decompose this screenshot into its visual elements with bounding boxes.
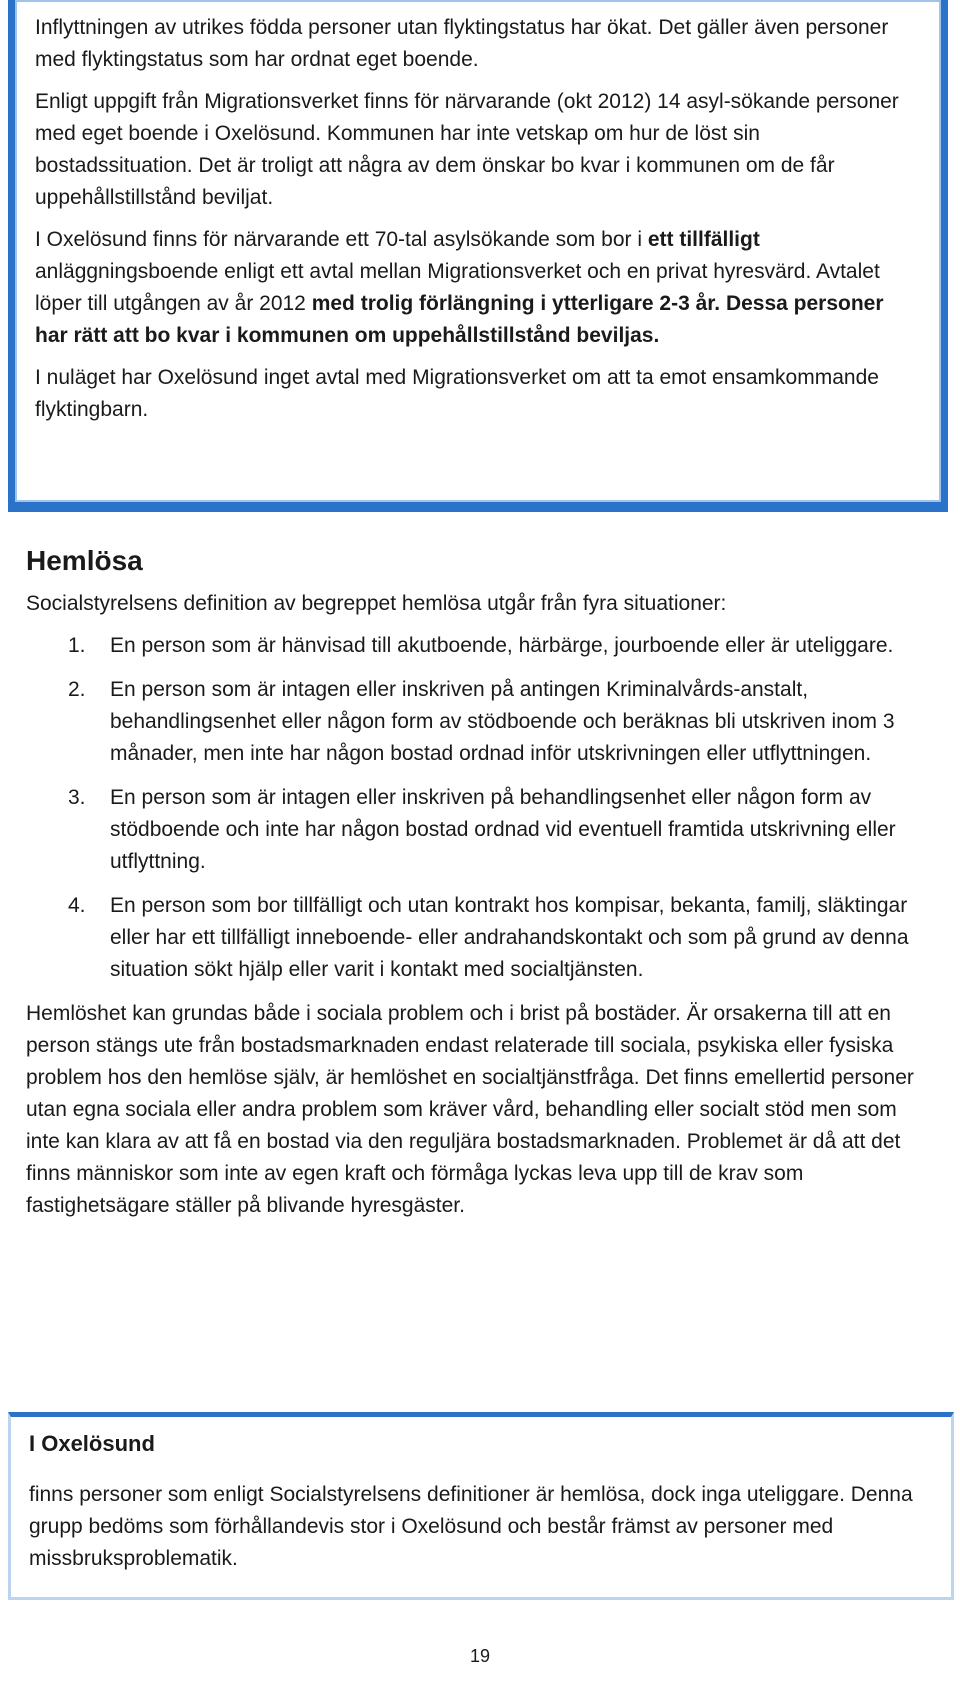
list-item-text: En person som är hänvisad till akutboende, härbärge, jourboende eller är uteliggare. bbox=[110, 634, 894, 657]
situation-list bbox=[26, 630, 936, 986]
info-box-asylum bbox=[8, 0, 948, 512]
list-item-text: En person som är intagen eller inskriven på antingen Kriminalvårds-anstalt, behandlingsenhet eller någon form av stödboende och beräknas bli utskriven inom 3 månader, men inte har någon bostad ordnad inför utskrivningen eller utflyttningen. bbox=[110, 678, 895, 765]
list-item bbox=[26, 674, 936, 770]
paragraph-migration-agency: Enligt uppgift från Migrationsverket finns för närvarande (okt 2012) 14 asyl-sökande personer med eget boende i Oxelösund. Kommunen har inte vetskap om hur de löst sin bostadssituation. Det är troligt att några av dem önskar bo kvar i kommunen om de får uppehållstillstånd beviljat. bbox=[35, 90, 899, 209]
info-box-oxelosund-content bbox=[11, 1417, 951, 1575]
paragraph-homelessness-causes: Hemlöshet kan grundas både i sociala problem och i brist på bostäder. Är orsakerna till att en person stängs ute från bostadsmarknaden endast relaterade till sociala, psykiska eller fysiska problem hos den hemlöse själv, är hemlöshet en socialtjänstfråga. Det finns emellertid personer utan egna sociala eller andra problem som kräver vård, behandling eller socialt stöd men som inte kan klara av att få en bostad via den reguljära bostadsmarknaden. Problemet är då att det finns människor som inte av egen kraft och förmåga lyckas leva upp till de krav som fastighetsägare ställer på blivande hyresgäster. bbox=[26, 1002, 914, 1217]
info-box-content bbox=[15, 0, 941, 426]
list-item-number: 3. bbox=[68, 786, 86, 809]
paragraph-inflow: Inflyttningen av utrikes födda personer utan flyktingstatus har ökat. Det gäller även personer med flyktingstatus som har ordnat eget boende. bbox=[35, 16, 889, 71]
list-item-number: 4. bbox=[68, 894, 86, 917]
list-item-number: 1. bbox=[68, 634, 86, 657]
paragraph-unaccompanied-children: I nuläget har Oxelösund inget avtal med Migrationsverket om att ta emot ensamkommande flyktingbarn. bbox=[35, 366, 879, 421]
box-heading: I Oxelösund bbox=[29, 1431, 155, 1456]
facility-bold-2: med trolig förlängning i ytterligare 2-3 år. Dessa personer har rätt att bo kvar i kommunen om uppehållstillstånd beviljas. bbox=[35, 292, 884, 347]
list-item bbox=[26, 630, 936, 662]
page-number: 19 bbox=[469, 1646, 491, 1666]
list-item-text: En person som är intagen eller inskriven på behandlingsenhet eller någon form av stödboende och inte har någon bostad ordnad vid eventuell framtida utskrivning eller utflyttning. bbox=[110, 786, 896, 873]
facility-bold-1: ett tillfälligt bbox=[647, 228, 760, 251]
main-content bbox=[26, 540, 936, 1222]
list-item-number: 2. bbox=[68, 678, 86, 701]
info-box-oxelosund bbox=[8, 1412, 954, 1600]
list-item-text: En person som bor tillfälligt och utan kontrakt hos kompisar, bekanta, familj, släktingar eller har ett tillfälligt inneboende- eller andrahandskontakt och som på grund av denna situation sökt hjälp eller varit i kontakt med socialtjänsten. bbox=[110, 894, 909, 981]
facility-text-1: I Oxelösund finns för närvarande ett 70-tal asylsökande som bor i bbox=[35, 228, 648, 251]
list-item bbox=[26, 890, 936, 986]
paragraph-facility-housing bbox=[35, 224, 921, 352]
section-heading: Hemlösa bbox=[26, 545, 143, 576]
list-item bbox=[26, 782, 936, 878]
facility-text-2: anläggningsboende enligt ett avtal mellan Migrationsverket och en privat hyresvärd. Avtalet löper till utgången av år 2012 bbox=[35, 260, 880, 315]
box-text: finns personer som enligt Socialstyrelsens definitioner är hemlösa, dock inga uteliggare. Denna grupp bedöms som förhållandevis stor i Oxelösund och består främst av personer med missbruksproblematik. bbox=[29, 1483, 913, 1570]
section-intro: Socialstyrelsens definition av begreppet hemlösa utgår från fyra situationer: bbox=[26, 592, 727, 615]
